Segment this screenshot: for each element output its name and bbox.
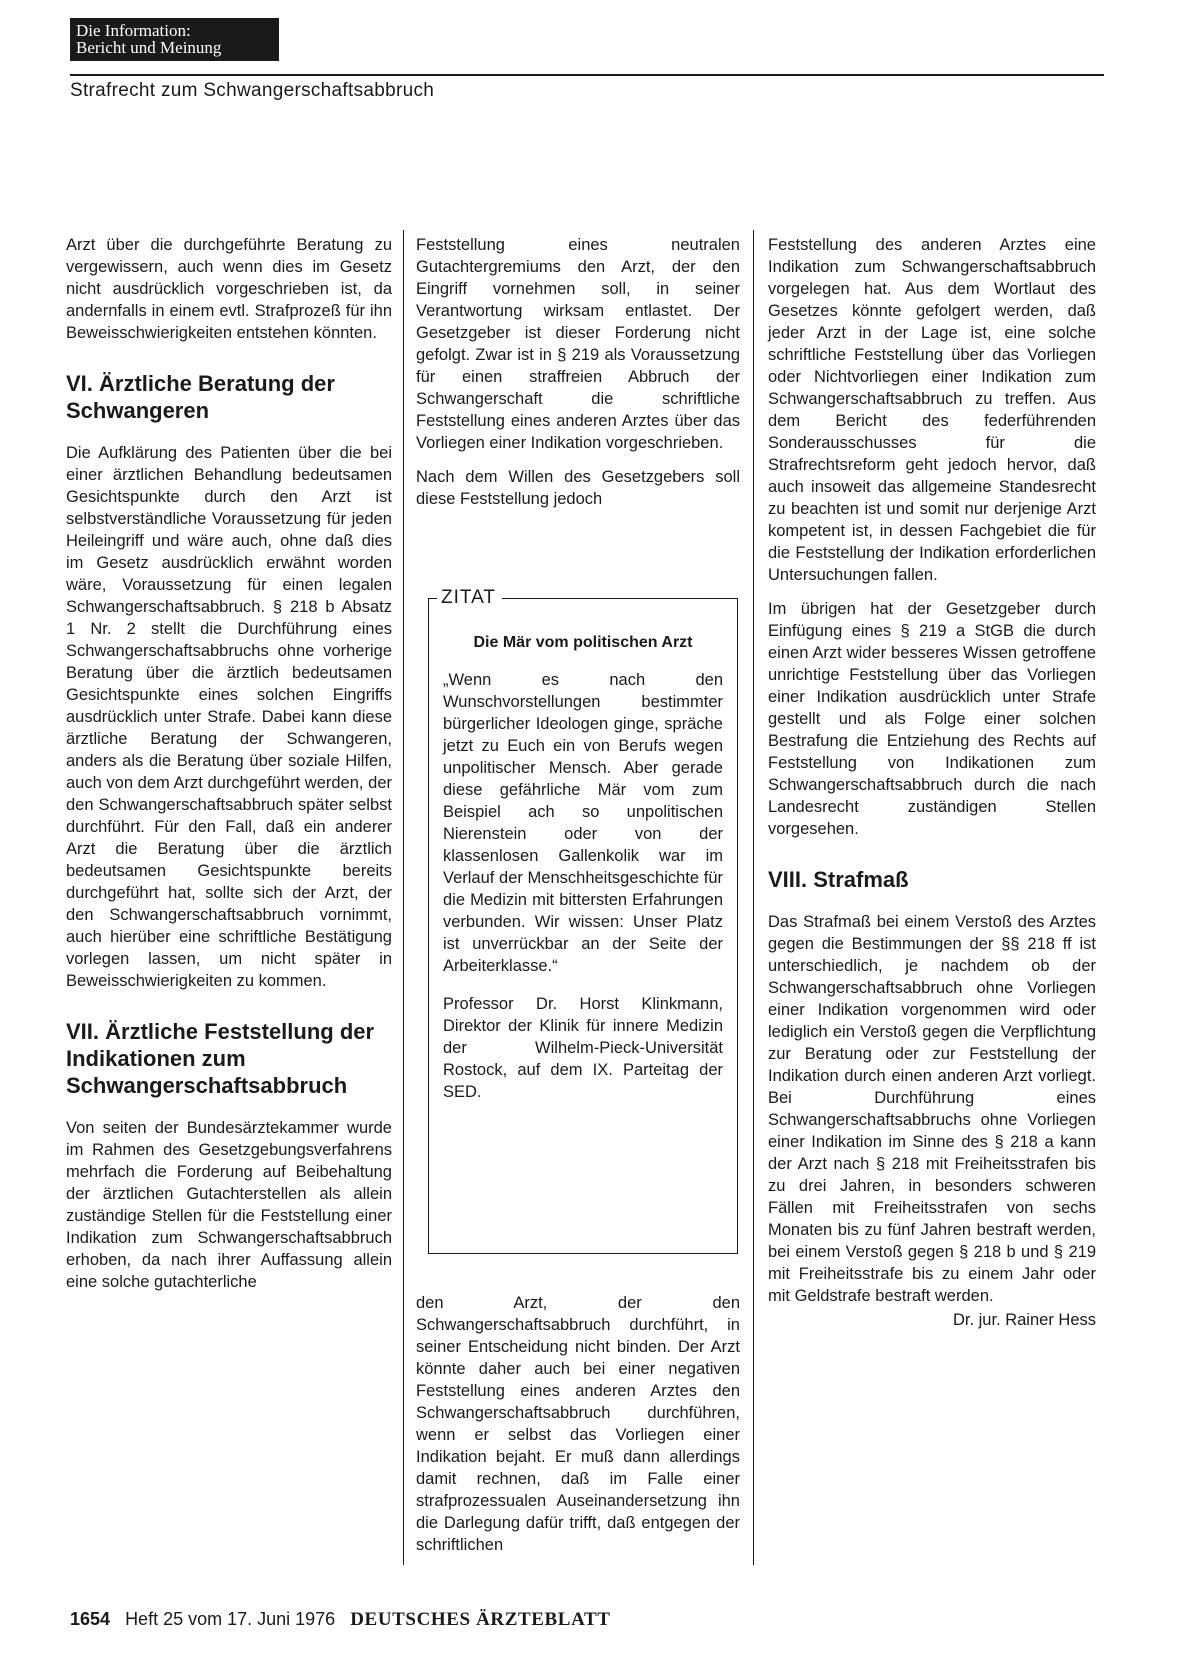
column-3 [768,234,1096,1343]
col3-paragraph-1: Feststellung des anderen Arztes eine Indikation zum Schwangerschaftsabbruch vorgelegen hat. Aus dem Wortlaut des Gesetzes könnte gefolgert werden, daß jeder Arzt in der Lage ist, eine solche schriftliche Feststellung über das Vorliegen oder Nichtvorliegen einer Indikation zum Schwangerschaftsabbruch zu treffen. Aus dem Bericht des federführenden Sonderausschusses für die Strafrechtsreform geht jedoch hervor, daß auch insoweit das allgemeine Standesrecht zu beachten ist und somit nur derjenige Arzt kompetent ist, in dessen Fachgebiet die für die Feststellung der Indikation erforderlichen Untersuchungen fallen. [768,236,1096,584]
col2-paragraph-3: den Arzt, der den Schwangerschaftsabbruch durchführt, in seiner Entscheidung nicht binden. Der Arzt könnte daher auch bei einer negativen Feststellung eines anderen Arztes den Schwangerschaftsabbruch durchführen, wenn er selbst das Vorliegen einer Indikation bejaht. Er muß dann allerdings damit rechnen, daß im Falle einer strafprozessualen Auseinandersetzung ihn die Darlegung dafür trifft, daß entgegen der schriftlichen [416,1294,740,1554]
journal-name: DEUTSCHES ÄRZTEBLATT [350,1609,611,1630]
page-footer [70,1608,611,1631]
col1-paragraph-3: Von seiten der Bundesärztekammer wurde im Rahmen des Gesetzgebungsverfahrens mehrfach die Forderung auf Beibehaltung der ärztlichen Gutachterstellen als allein zuständige Stellen für die Feststellung einer Indikation zum Schwangerschaftsabbruch erhoben, da nach ihrer Auffassung allein eine solche gutachterliche [66,1119,392,1291]
top-rule [70,74,1104,76]
col1-paragraph-2: Die Aufklärung des Patienten über die bei einer ärztlichen Behandlung bedeutsamen Gesichtspunkte durch den Arzt ist selbstverständliche Voraussetzung für jeden Heileingriff und wäre auch, ohne daß dies im Gesetz ausdrücklich erwähnt worden wäre, Voraussetzung für einen legalen Schwangerschaftsabbruch. § 218 b Absatz 1 Nr. 2 stellt die Durchführung eines Schwangerschaftsabbruchs ohne vorherige Beratung über die ärztlich bedeutsamen Gesichtspunkte eines solchen Eingriffs ausdrücklich unter Strafe. Dabei kann diese ärztliche Beratung der Schwangeren, anders als die Beratung über soziale Hilfen, auch von dem Arzt durchgeführt werden, der den Schwangerschaftsabbruch später selbst durchführt. Für den Fall, daß ein anderer Arzt die Beratung über die ärztlich bedeutsamen Gesichtspunkte bereits durchgeführt hat, sollte sich der Arzt, der den Schwangerschaftsabbruch vornimmt, auch hierüber eine schriftliche Bestätigung vorlegen lassen, um nicht später in Beweisschwierigkeiten zu kommen. [66,444,392,990]
issue-info: Heft 25 vom 17. Juni 1976 [125,1609,336,1629]
col2-paragraph-1: Feststellung eines neutralen Gutachtergremiums den Arzt, der den Eingriff vornehmen soll, in seiner Verantwortung wirksam entlastet. Der Gesetzgeber ist dieser Forderung nicht gefolgt. Zwar ist in § 219 als Voraussetzung für einen straffreien Abbruch der Schwangerschaft die schriftliche Feststellung eines anderen Arztes über das Vorliegen einer Indikation vorgeschrieben. [416,236,740,452]
quote-content [443,633,723,1119]
column-divider-1 [403,230,404,1565]
col1-paragraph-1: Arzt über die durchgeführte Beratung zu vergewissern, auch wenn dies im Gesetz nicht ausdrücklich vorgeschrieben ist, da andernfalls in einem evtl. Strafprozeß für ihn Beweisschwierigkeiten entstehen könnten. [66,236,392,342]
heading-vii: VII. Ärztliche Feststellung der Indikationen zum Schwangerschaftsabbruch [66,1019,375,1098]
section-label-line1: Die Information: [76,21,191,40]
heading-viii: VIII. Strafmaß [768,867,909,892]
author-signature: Dr. jur. Rainer Hess [952,1311,1096,1329]
page-number: 1654 [70,1609,111,1629]
section-label-line2: Bericht und Meinung [76,38,222,57]
col3-paragraph-3: Das Strafmaß bei einem Verstoß des Arztes gegen die Bestimmungen der §§ 218 ff ist unterschiedlich, je nachdem ob der Schwangerschaftsabbruch ohne Vorliegen einer Indikation vorgenommen wird oder lediglich ein Verstoß gegen die Verpflichtung zur Beratung oder zur Feststellung der Indikation durch einen anderen Arzt vorliegt. Bei Durchführung eines Schwangerschaftsabbruchs ohne Vorliegen einer Indikation im Sinne des § 218 a kann der Arzt nach § 218 mit Freiheitsstrafen bis zu drei Jahren, in besonders schweren Fällen mit Freiheitsstrafen von sechs Monaten bis zu fünf Jahren bestraft werden, bei einem Verstoß gegen § 218 b und § 219 mit Freiheitsstrafe bis zu einem Jahr oder mit Geldstrafe bestraft werden. [768,913,1096,1305]
col3-paragraph-2: Im übrigen hat der Gesetzgeber durch Einfügung eines § 219 a StGB die durch einen Arzt wider besseres Wissen getroffene unrichtige Feststellung über das Vorliegen einer Indikation ausdrücklich unter Strafe gestellt und als Folge einer solchen Bestrafung die Entziehung des Rechts auf Feststellung von Indikationen zum Schwangerschaftsabbruch durch die nach Landesrecht zuständigen Stellen vorgesehen. [768,600,1096,838]
section-label-box [70,18,279,61]
column-2-bottom [416,1292,740,1568]
quote-attribution: Professor Dr. Horst Klinkmann, Direktor der Klinik für innere Medizin der Wilhelm-Pieck-Universität Rostock, auf dem IX. Parteitag der SED. [443,995,723,1101]
quote-title: Die Mär vom politischen Arzt [473,634,693,651]
column-divider-2 [753,230,754,1565]
column-1 [66,234,392,1305]
quote-label: ZITAT [437,587,502,609]
column-2-top [416,234,740,522]
quote-text: „Wenn es nach den Wunschvorstellungen bestimmter bürgerlicher Ideologen ginge, spräche jetzt zu Euch ein von Berufs wegen unpolitischer Mensch. Aber gerade diese gefährliche Mär vom zum Beispiel ach so unpolitischen Nierenstein oder von der klassenlosen Gallenkolik war im Verlauf der Menschheitsgeschichte für die Medizin mit bittersten Erfahrungen verbunden. Wir wissen: Unser Platz ist unverrückbar an der Seite der Arbeiterklasse.“ [443,671,723,975]
heading-vi: VI. Ärztliche Beratung der Schwangeren [66,371,335,423]
col2-paragraph-2: Nach dem Willen des Gesetzgebers soll diese Feststellung jedoch [416,468,740,508]
quote-box [428,587,738,1254]
section-title: Strafrecht zum Schwangerschaftsabbruch [70,80,435,101]
